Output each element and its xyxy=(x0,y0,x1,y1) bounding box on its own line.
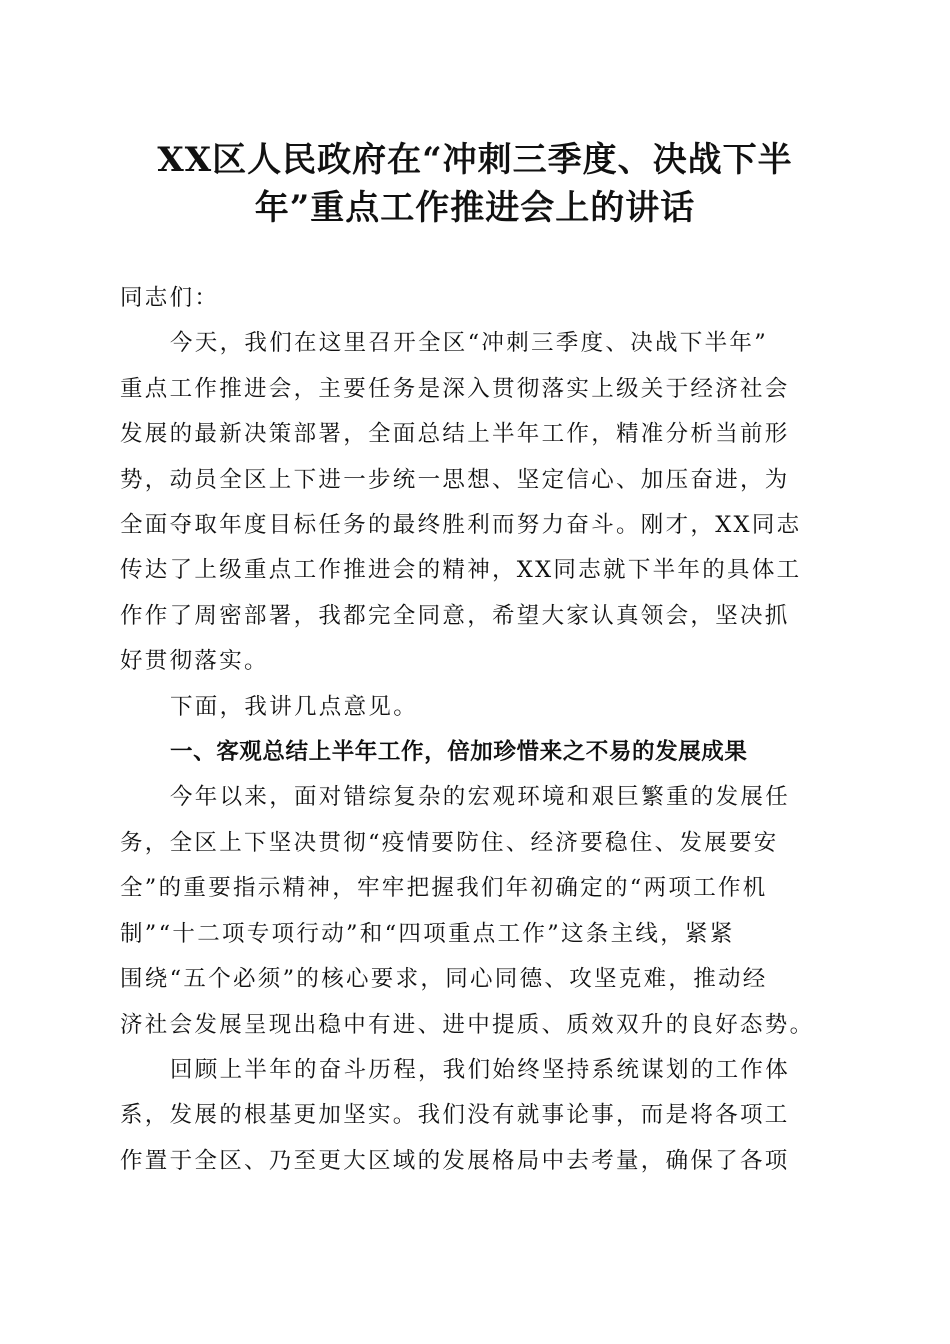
paragraph-review xyxy=(120,1048,823,1184)
paragraph-line: 系，发展的根基更加坚实。我们没有就事论事，而是将各项工 xyxy=(120,1102,790,1129)
paragraph-section-1 xyxy=(120,775,823,1047)
paragraph-line: 下面，我讲几点意见。 xyxy=(170,693,419,720)
paragraph-line: 传达了上级重点工作推进会的精神，XX同志就下半年的具体工 xyxy=(120,557,802,584)
title-line-1: XX区人民政府在“冲刺三季度、决战下半 xyxy=(157,140,793,180)
paragraph-line: 务，全区上下坚决贯彻“疫情要防住、经济要稳住、发展要安 xyxy=(120,829,779,856)
paragraph-line: 今天，我们在这里召开全区“冲刺三季度、决战下半年” xyxy=(170,330,769,357)
paragraph-transition xyxy=(120,685,823,730)
paragraph-opening xyxy=(120,321,823,684)
paragraph-line: 势，动员全区上下进一步统一思想、坚定信心、加压奋进，为 xyxy=(120,466,790,493)
paragraph-line: 作置于全区、乃至更大区域的发展格局中去考量，确保了各项 xyxy=(120,1147,790,1174)
paragraph-line: 济社会发展呈现出稳中有进、进中提质、质效双升的良好态势。 xyxy=(120,1011,815,1038)
salutation: 同志们： xyxy=(120,285,220,311)
paragraph-line: 今年以来，面对错综复杂的宏观环境和艰巨繁重的发展任 xyxy=(170,784,791,811)
section-heading-1: 一、客观总结上半年工作，倍加珍惜来之不易的发展成果 xyxy=(170,739,748,766)
paragraph-line: 全面夺取年度目标任务的最终胜利而努力奋斗。刚才，XX同志 xyxy=(120,512,802,539)
paragraph-line: 重点工作推进会，主要任务是深入贯彻落实上级关于经济社会 xyxy=(120,375,790,402)
paragraph-line: 全”的重要指示精神，牢牢把握我们年初确定的“两项工作机 xyxy=(120,875,768,902)
paragraph-line: 围绕“五个必须”的核心要求，同心同德、攻坚克难，推动经 xyxy=(120,966,768,993)
paragraph-line: 回顾上半年的奋斗历程，我们始终坚持系统谋划的工作体 xyxy=(170,1056,791,1083)
paragraph-line: 发展的最新决策部署，全面总结上半年工作，精准分析当前形 xyxy=(120,421,790,448)
paragraph-line: 制”“十二项专项行动”和“四项重点工作”这条主线，紧紧 xyxy=(120,920,735,947)
paragraph-line: 作作了周密部署，我都完全同意，希望大家认真领会，坚决抓 xyxy=(120,602,790,629)
document-body xyxy=(120,276,823,1184)
title-line-2: 年”重点工作推进会上的讲话 xyxy=(254,188,696,228)
document-title xyxy=(120,136,830,232)
paragraph-line: 好贯彻落实。 xyxy=(120,648,269,675)
